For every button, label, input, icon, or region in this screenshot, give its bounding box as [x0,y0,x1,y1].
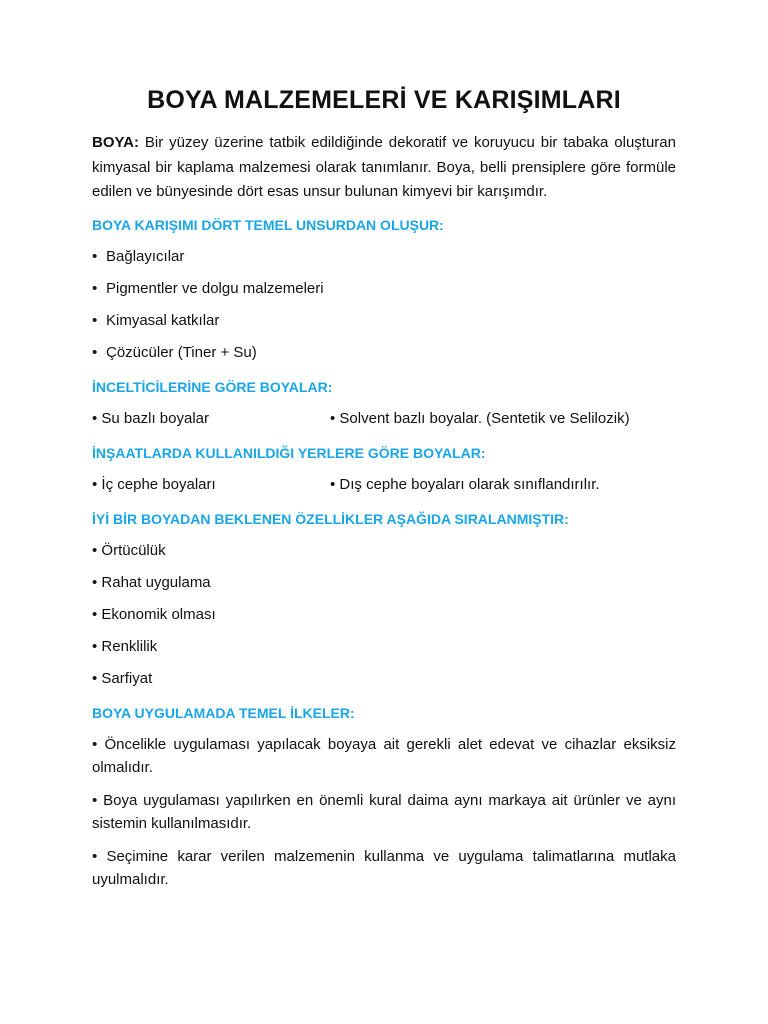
bullet-icon: • [92,311,98,329]
section-heading-usage: İNŞAATLARDA KULLANILDIĞI YERLERE GÖRE BOYALAR: [92,444,486,461]
intro-label: BOYA: [92,134,139,151]
list-item: • Rahat uygulama [92,573,211,591]
list-item: • Örtücülük [92,541,166,559]
list-item: • Kimyasal katkılar [92,311,220,329]
list-item: • Renklilik [92,637,158,655]
page-title: BOYA MALZEMELERİ VE KARIŞIMLARI [147,86,621,114]
list-item: • Ekonomik olması [92,605,216,623]
bullet-icon: • [92,343,98,361]
list-item: • İç cephe boyaları [92,475,216,493]
list-item: • Solvent bazlı boyalar. (Sentetik ve Selilozik) [330,409,630,427]
section-heading-mix: BOYA KARIŞIMI DÖRT TEMEL UNSURDAN OLUŞUR: [92,216,444,233]
list-item: • Bağlayıcılar [92,247,185,265]
list-item: • Seçimine karar verilen malzemenin kullanma ve uygulama talimatlarına mutlaka uyulmalıdır. [92,847,676,888]
list-item: • Pigmentler ve dolgu malzemeleri [92,279,324,297]
list-item: • Su bazlı boyalar [92,409,209,427]
list-item: • Çözücüler (Tiner + Su) [92,343,257,361]
intro-text: Bir yüzey üzerine tatbik edildiğinde dekoratif ve koruyucu bir tabaka oluşturan kimyasal bir kaplama malzemesi olarak tanımlanır. Boya, belli prensiplere göre formüle edilen ve bünyesinde dört esas unsur bulunan kimyevi bir karışımdır. [92,134,676,200]
bullet-icon: • [92,247,98,265]
list-item: • Dış cephe boyaları olarak sınıflandırılır. [330,475,600,493]
document-page [92,86,676,891]
list-item: • Öncelikle uygulaması yapılacak boyaya ait gerekli alet edevat ve cihazlar eksiksiz olmalıdır. [92,735,676,776]
two-column-row [92,409,676,429]
list-item: • Sarfiyat [92,669,153,687]
bullet-icon: • [92,279,98,297]
intro-paragraph [92,131,676,205]
section-heading-thinner: İNCELTİCİLERİNE GÖRE BOYALAR: [92,378,333,395]
section-heading-principles: BOYA UYGULAMADA TEMEL İLKELER: [92,704,355,721]
two-column-row [92,475,676,495]
list-item: • Boya uygulaması yapılırken en önemli kural daima aynı markaya ait ürünler ve aynı sistemin kullanılmasıdır. [92,791,676,832]
section-heading-features: İYİ BİR BOYADAN BEKLENEN ÖZELLİKLER AŞAĞIDA SIRALANMIŞTIR: [92,510,569,527]
